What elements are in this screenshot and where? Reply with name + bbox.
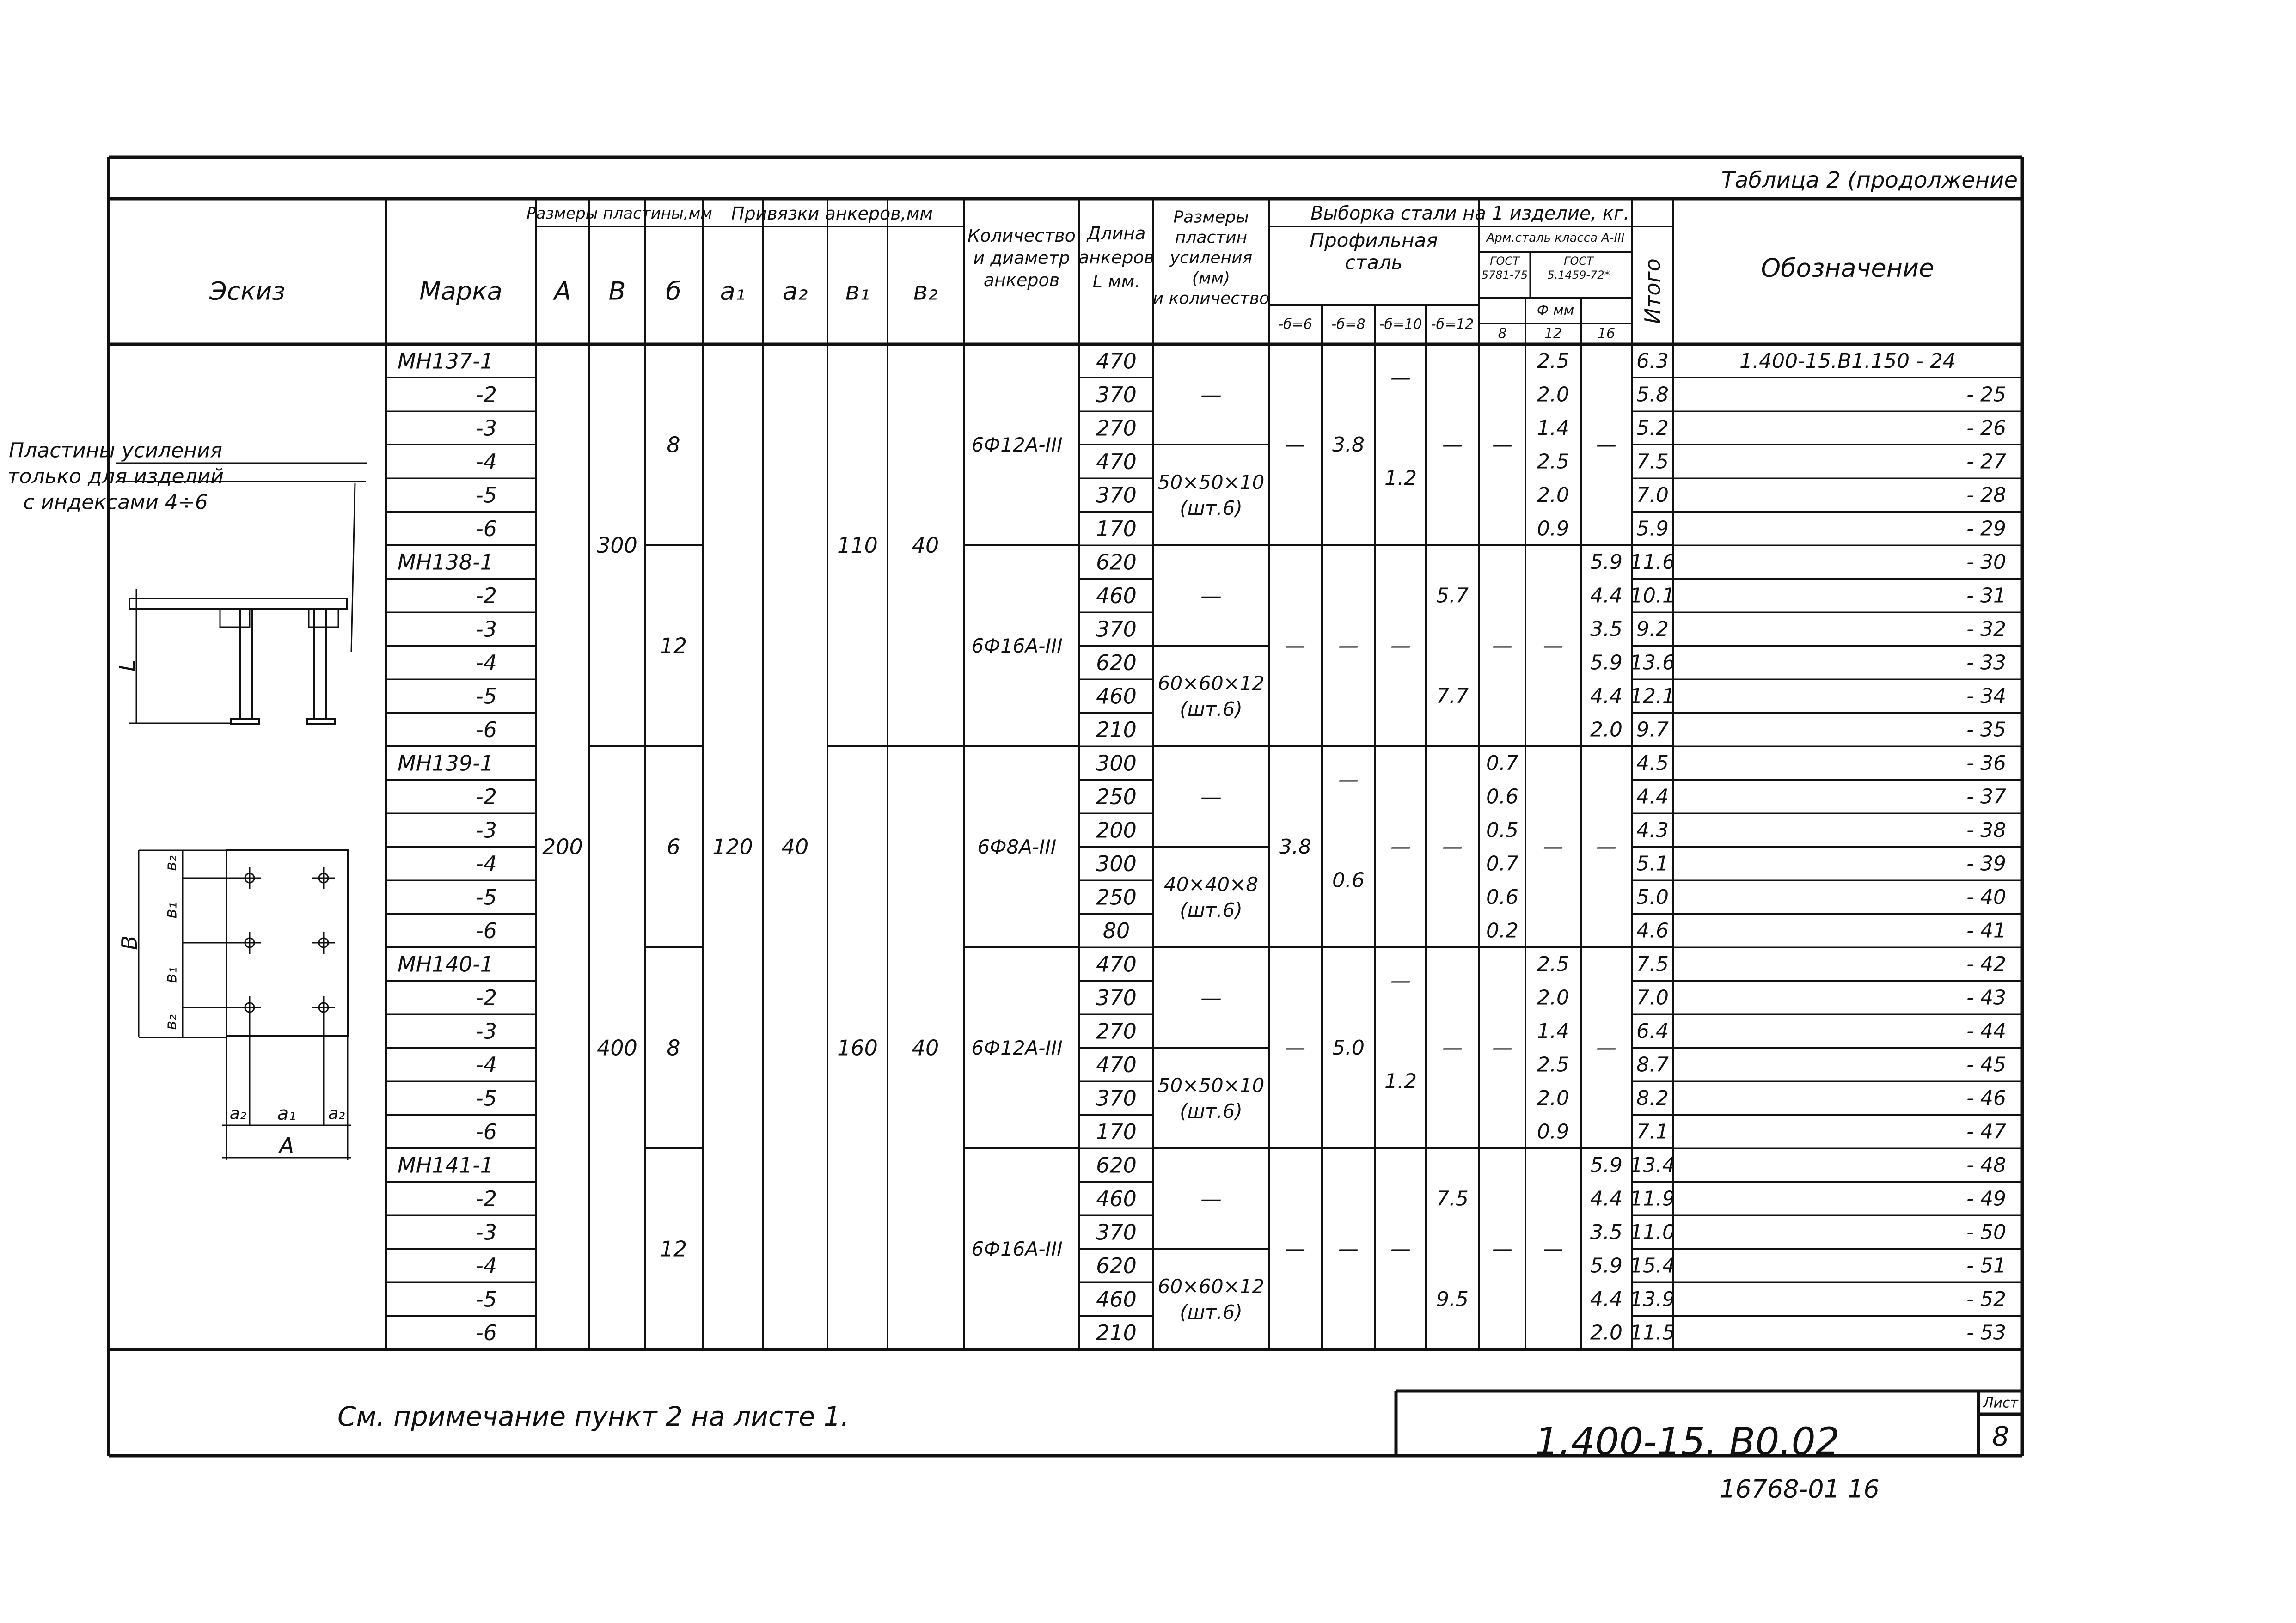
stiffener-plate (220, 609, 250, 627)
header-phi16: 16 (1597, 325, 1616, 342)
row-itogo: 12.1 (1630, 684, 1675, 708)
sketch-note: Пластины усиления (9, 439, 222, 463)
row-phi8: 0.2 (1486, 919, 1518, 943)
row-phi16: 4.4 (1590, 1287, 1623, 1311)
row-oboznachenie: - 35 (1966, 718, 2006, 742)
row-phi12: 0.9 (1537, 1120, 1569, 1144)
sketch-note: с индексами 4÷6 (23, 490, 208, 514)
row-oboznachenie: - 31 (1966, 584, 2006, 608)
header-a2: а₂ (782, 276, 808, 306)
row-itogo: 13.4 (1630, 1153, 1675, 1177)
value-dash: — (1200, 583, 1222, 608)
row-itogo: 11.6 (1630, 550, 1675, 574)
header-d12: -б=12 (1431, 316, 1474, 333)
row-oboznachenie: - 44 (1966, 1019, 2006, 1043)
row-itogo: 11.0 (1630, 1220, 1675, 1244)
row-marka: -6 (476, 918, 497, 943)
row-oboznachenie: - 52 (1966, 1287, 2006, 1311)
row-itogo: 11.5 (1630, 1321, 1675, 1345)
row-marka: -3 (476, 415, 497, 441)
row-marka: -6 (476, 1320, 497, 1345)
value-steel: — (1543, 835, 1563, 859)
row-length: 620 (1096, 1153, 1137, 1178)
row-oboznachenie: - 49 (1966, 1187, 2006, 1211)
value-steel: 3.8 (1279, 835, 1311, 859)
value-steel: — (1492, 1237, 1512, 1261)
row-length: 200 (1096, 818, 1137, 843)
row-itogo: 7.1 (1636, 1120, 1669, 1144)
value-steel: — (1596, 1036, 1616, 1060)
row-phi12: 2.5 (1537, 349, 1569, 373)
dim-a2-label: а₂ (328, 1104, 345, 1123)
value-stiffener: (шт.6) (1180, 1300, 1243, 1324)
sketch-leader (351, 483, 355, 652)
value-steel: — (1285, 1036, 1305, 1060)
value-steel: — (1492, 634, 1512, 658)
row-length: 370 (1096, 382, 1137, 407)
row-marka: -6 (476, 1119, 497, 1144)
header-length: Длина (1087, 223, 1146, 244)
row-marka: -4 (476, 449, 497, 474)
row-oboznachenie: - 43 (1966, 986, 2006, 1010)
row-phi16: 5.9 (1590, 1254, 1623, 1278)
value-b1: 110 (837, 533, 878, 558)
row-oboznachenie: - 41 (1966, 919, 2006, 943)
header-d6: -б=6 (1278, 316, 1312, 333)
value-steel: — (1285, 433, 1305, 457)
row-phi16: 4.4 (1590, 584, 1623, 608)
row-marka: -4 (476, 851, 497, 876)
value-steel: 7.5 (1436, 1187, 1469, 1211)
header-gost1: 5781-75 (1481, 268, 1528, 281)
value-stiffener: 60×60×12 (1157, 1275, 1265, 1298)
row-length: 470 (1096, 348, 1137, 374)
row-phi12: 2.0 (1537, 483, 1569, 507)
row-itogo: 8.7 (1636, 1053, 1669, 1077)
value-steel: — (1390, 1237, 1411, 1261)
header-length: анкеров (1078, 247, 1155, 268)
row-oboznachenie: - 51 (1966, 1254, 2006, 1278)
row-itogo: 6.4 (1636, 1019, 1669, 1043)
row-itogo: 7.5 (1636, 952, 1669, 976)
row-oboznachenie: - 29 (1966, 517, 2006, 541)
row-length: 370 (1096, 482, 1137, 508)
row-length: 620 (1096, 1253, 1137, 1278)
dim-B-label: В (117, 935, 142, 950)
value-anchor-qty: 6Ф16А-III (971, 1238, 1063, 1260)
row-length: 80 (1102, 918, 1130, 943)
row-marka: -2 (476, 1186, 497, 1211)
value-steel: 1.2 (1384, 1069, 1417, 1093)
row-itogo: 10.1 (1630, 584, 1675, 608)
row-oboznachenie: - 27 (1966, 450, 2006, 474)
value-stiffener: 50×50×10 (1157, 470, 1265, 494)
row-phi12: 2.0 (1537, 1086, 1569, 1110)
header-phi-mm: Ф мм (1537, 302, 1574, 319)
row-itogo: 5.8 (1636, 383, 1669, 407)
value-stiffener: 50×50×10 (1157, 1074, 1265, 1097)
row-length: 170 (1096, 516, 1137, 541)
header-d8: -б=8 (1331, 316, 1365, 333)
row-itogo: 11.9 (1630, 1187, 1675, 1211)
row-itogo: 13.9 (1630, 1287, 1675, 1311)
anchor-foot (307, 719, 335, 724)
value-steel: 1.2 (1384, 466, 1417, 490)
header-profile-steel: Профильная (1310, 229, 1438, 252)
row-oboznachenie: - 33 (1966, 651, 2006, 675)
value-delta: 8 (667, 432, 680, 458)
row-itogo: 7.0 (1636, 483, 1669, 507)
value-steel: — (1338, 768, 1359, 792)
row-marka: -2 (476, 583, 497, 608)
value-dash: — (1200, 985, 1222, 1010)
row-marka: МН139-1 (398, 750, 494, 776)
value-steel: — (1285, 634, 1305, 658)
value-steel: 3.8 (1332, 433, 1365, 457)
value-stiffener: (шт.6) (1180, 1099, 1243, 1123)
row-oboznachenie: - 26 (1966, 416, 2006, 440)
row-phi16: 4.4 (1590, 1187, 1623, 1211)
row-length: 370 (1096, 985, 1137, 1010)
table-texts (7, 167, 2019, 1504)
header-qty-diam: Количество (967, 226, 1076, 246)
dim-a1-label: а₁ (277, 1103, 296, 1124)
row-oboznachenie: - 40 (1966, 885, 2006, 909)
value-steel: — (1543, 1237, 1563, 1261)
dim-b1-label: в₁ (161, 902, 181, 919)
header-gost2: ГОСТ (1564, 255, 1593, 268)
value-delta: 12 (660, 633, 687, 659)
row-length: 460 (1096, 683, 1137, 709)
row-itogo: 5.9 (1636, 517, 1669, 541)
row-oboznachenie: - 47 (1966, 1120, 2006, 1144)
row-oboznachenie: - 28 (1966, 483, 2006, 507)
row-phi16: 3.5 (1590, 1220, 1623, 1244)
row-itogo: 15.4 (1630, 1254, 1675, 1278)
row-marka: -6 (476, 516, 497, 541)
row-itogo: 5.2 (1636, 416, 1669, 440)
row-marka: МН140-1 (398, 952, 494, 977)
value-steel: — (1543, 634, 1563, 658)
row-itogo: 5.1 (1636, 852, 1669, 876)
row-marka: -2 (476, 985, 497, 1010)
row-phi16: 2.0 (1590, 718, 1623, 742)
row-oboznachenie: - 45 (1966, 1053, 2006, 1077)
row-length: 250 (1096, 885, 1137, 910)
table-caption: Таблица 2 (продолжение (1721, 167, 2018, 193)
row-itogo: 4.4 (1636, 785, 1669, 809)
anchor-foot (231, 719, 259, 724)
row-marka: -3 (476, 1220, 497, 1245)
value-steel: 5.0 (1332, 1036, 1365, 1060)
header-A: А (554, 276, 571, 306)
header-marka: Марка (419, 276, 502, 306)
row-length: 620 (1096, 650, 1137, 675)
row-marka: МН137-1 (398, 348, 494, 374)
value-dash: — (1200, 382, 1222, 407)
value-stiffener: (шт.6) (1180, 496, 1243, 519)
row-itogo: 4.3 (1636, 818, 1669, 842)
value-steel: — (1390, 835, 1411, 859)
header-phi12: 12 (1544, 325, 1562, 342)
sheet-label: Лист (1983, 1395, 2019, 1411)
row-oboznachenie: - 48 (1966, 1153, 2006, 1177)
row-itogo: 13.6 (1630, 651, 1675, 675)
header-B: В (608, 276, 626, 306)
header-stiffeners: (мм) (1192, 268, 1231, 288)
header-stiffeners: пластин (1175, 228, 1248, 247)
row-oboznachenie: - 32 (1966, 617, 2006, 641)
row-itogo: 7.5 (1636, 450, 1669, 474)
row-oboznachenie: - 46 (1966, 1086, 2006, 1110)
dim-b2-label: в₂ (162, 855, 180, 871)
row-phi12: 2.0 (1537, 986, 1569, 1010)
header-qty-diam: и диаметр (973, 248, 1070, 268)
value-A: 200 (542, 834, 583, 860)
value-steel: — (1285, 1237, 1305, 1261)
value-stiffener: (шт.6) (1180, 898, 1243, 921)
value-dash: — (1200, 1186, 1222, 1211)
plate-elevation (129, 598, 347, 609)
row-length: 370 (1096, 1086, 1137, 1111)
header-stiffeners: Размеры (1173, 207, 1249, 227)
row-oboznachenie: - 37 (1966, 785, 2006, 809)
header-phi8: 8 (1498, 325, 1507, 342)
row-marka: -3 (476, 1019, 497, 1044)
dim-b2-label: в₂ (162, 1014, 180, 1030)
value-anchor-qty: 6Ф8А-III (977, 836, 1057, 858)
row-marka: -2 (476, 382, 497, 407)
row-phi8: 0.6 (1486, 885, 1518, 909)
row-marka: МН138-1 (398, 549, 494, 575)
row-length: 210 (1096, 717, 1137, 742)
row-itogo: 8.2 (1636, 1086, 1669, 1110)
value-a2: 40 (781, 834, 809, 860)
row-oboznachenie: - 38 (1966, 818, 2006, 842)
row-phi12: 2.0 (1537, 383, 1569, 407)
header-gost2: 5.1459-72* (1547, 268, 1610, 281)
value-delta: 8 (667, 1035, 680, 1061)
row-phi12: 2.5 (1537, 952, 1569, 976)
value-anchor-qty: 6Ф12А-III (971, 433, 1063, 456)
row-oboznachenie: - 25 (1966, 383, 2006, 407)
row-length: 270 (1096, 415, 1137, 441)
header-d10: -б=10 (1379, 316, 1422, 333)
value-anchor-qty: 6Ф12А-III (971, 1037, 1063, 1059)
value-steel: — (1338, 1237, 1359, 1261)
footer-note: См. примечание пункт 2 на листе 1. (337, 1401, 850, 1432)
dim-L-label: L (115, 659, 140, 671)
row-length: 370 (1096, 1220, 1137, 1245)
value-anchor-qty: 6Ф16А-III (971, 635, 1063, 657)
value-steel: — (1390, 366, 1411, 390)
header-profile-steel: сталь (1345, 251, 1403, 274)
row-length: 300 (1096, 750, 1137, 776)
value-steel: — (1390, 969, 1411, 993)
row-itogo: 9.2 (1636, 617, 1669, 641)
value-b2: 40 (912, 533, 939, 558)
value-stiffener: (шт.6) (1180, 697, 1243, 720)
value-stiffener: 40×40×8 (1164, 873, 1258, 896)
row-itogo: 4.5 (1636, 751, 1669, 775)
value-B: 400 (597, 1035, 637, 1061)
row-length: 210 (1096, 1320, 1137, 1345)
row-oboznachenie: - 34 (1966, 684, 2006, 708)
row-length: 250 (1096, 784, 1137, 809)
row-oboznachenie: - 30 (1966, 550, 2006, 574)
header-a1: а₁ (720, 276, 746, 306)
row-length: 470 (1096, 449, 1137, 474)
value-b2: 40 (912, 1035, 939, 1061)
value-steel: — (1442, 1036, 1463, 1060)
row-marka: -3 (476, 818, 497, 843)
row-oboznachenie: 1.400-15.В1.150 - 24 (1739, 349, 1956, 373)
header-delta: б (666, 276, 681, 306)
row-marka: -3 (476, 616, 497, 642)
row-length: 300 (1096, 851, 1137, 876)
row-phi16: 5.9 (1590, 651, 1623, 675)
row-length: 370 (1096, 616, 1137, 642)
row-itogo: 6.3 (1636, 349, 1669, 373)
row-length: 270 (1096, 1019, 1137, 1044)
row-oboznachenie: - 36 (1966, 751, 2006, 775)
header-stiffeners: усиления (1169, 248, 1253, 268)
row-oboznachenie: - 42 (1966, 952, 2006, 976)
row-phi16: 5.9 (1590, 1153, 1623, 1177)
value-dash: — (1200, 784, 1222, 809)
stiffener-plate (309, 609, 338, 627)
row-phi12: 0.9 (1537, 517, 1569, 541)
row-phi16: 4.4 (1590, 684, 1623, 708)
row-marka: -2 (476, 784, 497, 809)
row-length: 460 (1096, 1186, 1137, 1211)
value-steel: — (1338, 634, 1359, 658)
row-length: 470 (1096, 952, 1137, 977)
row-length: 460 (1096, 583, 1137, 608)
header-anchor-bindings: Привязки анкеров,мм (731, 203, 933, 224)
value-steel: — (1596, 835, 1616, 859)
row-phi12: 2.5 (1537, 1053, 1569, 1077)
doc-code: 1.400-15. В0.02 (1535, 1420, 1840, 1464)
dim-a2-label: а₂ (229, 1104, 247, 1123)
row-itogo: 4.6 (1636, 919, 1669, 943)
value-steel: — (1492, 433, 1512, 457)
value-steel: — (1390, 634, 1411, 658)
header-steel-selection: Выборка стали на 1 изделие, кг. (1310, 203, 1629, 224)
row-phi16: 3.5 (1590, 617, 1623, 641)
header-gost1: ГОСТ (1490, 255, 1519, 268)
row-itogo: 9.7 (1636, 718, 1669, 742)
row-phi16: 5.9 (1590, 550, 1623, 574)
header-plate-sizes: Размеры пластины,мм (527, 204, 712, 223)
sheet-number: 8 (1992, 1421, 2009, 1452)
value-steel: 5.7 (1436, 584, 1469, 608)
header-length: L мм. (1092, 271, 1140, 292)
row-phi12: 1.4 (1537, 416, 1569, 440)
value-b1: 160 (837, 1035, 878, 1061)
value-delta: 12 (660, 1236, 687, 1262)
value-steel: — (1492, 1036, 1512, 1060)
header-qty-diam: анкеров (983, 270, 1060, 290)
header-oboznachenie: Обозначение (1761, 253, 1935, 283)
header-itogo: Итого (1640, 258, 1665, 324)
header-b2: в₂ (913, 276, 938, 306)
row-phi16: 2.0 (1590, 1321, 1623, 1345)
row-length: 460 (1096, 1287, 1137, 1312)
value-steel: — (1442, 433, 1463, 457)
archive-number: 16768-01 16 (1720, 1474, 1880, 1504)
row-oboznachenie: - 39 (1966, 852, 2006, 876)
dim-b1-label: в₁ (161, 967, 181, 983)
value-a1: 120 (712, 834, 753, 860)
value-steel: — (1442, 835, 1463, 859)
row-marka: -4 (476, 650, 497, 675)
sketch-note: только для изделий (7, 464, 224, 488)
header-b1: в₁ (845, 276, 870, 306)
row-phi8: 0.5 (1486, 818, 1518, 842)
row-length: 470 (1096, 1052, 1137, 1077)
row-oboznachenie: - 50 (1966, 1220, 2006, 1244)
row-marka: -5 (476, 885, 497, 910)
row-marka: -5 (476, 1086, 497, 1111)
row-phi8: 0.6 (1486, 785, 1518, 809)
value-delta: 6 (667, 834, 680, 860)
row-marka: -4 (476, 1253, 497, 1278)
row-length: 620 (1096, 549, 1137, 575)
row-phi12: 2.5 (1537, 450, 1569, 474)
header-arm-class: Арм.сталь класса А-III (1486, 231, 1625, 245)
row-marka: -5 (476, 1287, 497, 1312)
sketch-drawing (116, 463, 367, 1160)
value-steel: 9.5 (1436, 1287, 1469, 1311)
row-oboznachenie: - 53 (1966, 1321, 2006, 1345)
row-phi8: 0.7 (1486, 852, 1518, 876)
value-steel: — (1596, 433, 1616, 457)
row-itogo: 7.0 (1636, 986, 1669, 1010)
table-frame (109, 157, 2022, 1456)
value-stiffener: 60×60×12 (1157, 671, 1265, 695)
row-phi12: 1.4 (1537, 1019, 1569, 1043)
value-B: 300 (597, 533, 637, 558)
row-marka: -5 (476, 482, 497, 508)
value-steel: 7.7 (1436, 684, 1469, 708)
header-eskiz: Эскиз (209, 276, 285, 306)
value-steel: 0.6 (1332, 868, 1365, 892)
row-marka: -6 (476, 717, 497, 742)
row-marka: -4 (476, 1052, 497, 1077)
header-stiffeners: и количество (1152, 289, 1270, 308)
dim-A-label: А (279, 1133, 294, 1159)
row-phi8: 0.7 (1486, 751, 1518, 775)
row-marka: МН141-1 (398, 1153, 494, 1178)
row-itogo: 5.0 (1636, 885, 1669, 909)
row-marka: -5 (476, 683, 497, 709)
row-length: 170 (1096, 1119, 1137, 1144)
